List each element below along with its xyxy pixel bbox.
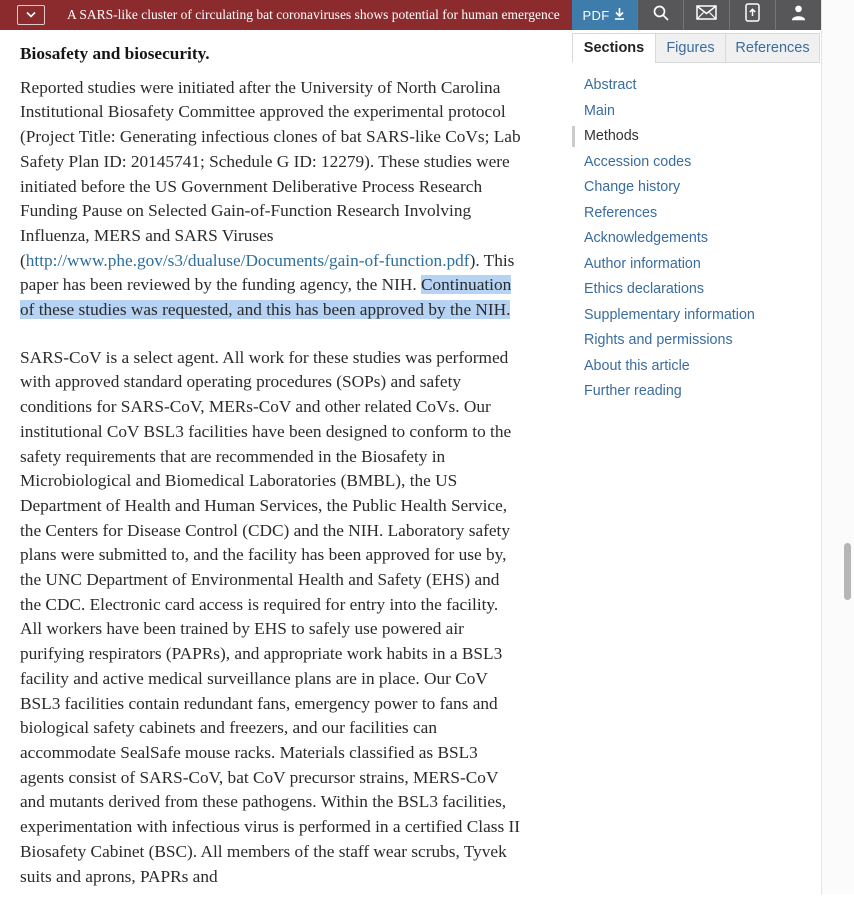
vertical-scrollbar-thumb[interactable] bbox=[844, 543, 851, 600]
export-icon bbox=[745, 3, 760, 27]
reading-bar bbox=[0, 0, 821, 30]
sidebar-item-references[interactable]: References bbox=[584, 204, 658, 221]
tab-sections[interactable]: Sections bbox=[572, 33, 656, 63]
paragraph-text: ). This paper has been reviewed by the funding agency, the NIH. bbox=[20, 250, 515, 295]
pdf-download-button[interactable] bbox=[572, 0, 637, 30]
sidebar-item-further-reading[interactable]: Further reading bbox=[584, 383, 682, 399]
export-citation-button[interactable] bbox=[729, 0, 775, 30]
article-title: A SARS-like cluster of circulating bat coronaviruses shows potential for human emergence bbox=[67, 7, 560, 22]
sidebar-item-author-information[interactable]: Author information bbox=[584, 255, 701, 272]
page-gutter bbox=[821, 0, 854, 894]
tab-references[interactable]: References bbox=[725, 33, 820, 63]
sections-list bbox=[572, 73, 821, 405]
chevron-down-icon bbox=[25, 6, 37, 24]
sidebar-item-acknowledgements[interactable]: Acknowledgements bbox=[584, 230, 708, 246]
sidebar-item-supplementary-information[interactable]: Supplementary information bbox=[584, 306, 755, 323]
sidebar-item-rights-and-permissions[interactable]: Rights and permissions bbox=[584, 332, 733, 348]
toolbar-icon-strip bbox=[637, 0, 821, 30]
sidebar-tabs bbox=[572, 33, 821, 63]
paragraph-biosafety-2: SARS-CoV is a select agent. All work for these studies was performed with approved standard operating procedures (SOPs) and safety conditions for SARS-CoV, MERs-CoV and other related CoVs. Our institutional CoV BSL3 facilities have been designed to conform to the safety requirements that are recommended in the Biosafety in Microbiological and Biomedical Laboratories (BMBL), the US Department of Health and Human Services, the Public Health Service, the Centers for Disease Control (CDC) and the NIH. Laboratory safety plans were submitted to, and the facility has been approved for use by, the UNC Department of Environmental Health and Safety (EHS) and the CDC. Electronic card access is required for entry into the facility. All workers have been trained by EHS to safely use powered air purifying respirators (PAPRs), and appropriate work habits in a BSL3 facility and active medical surveillance plans are in place. Our CoV BSL3 facilities contain redundant fans, emergency power to fans and biological safety cabinets and freezers, and our facilities can accommodate SealSafe mouse racks. Materials classified as BSL3 agents consist of SARS-CoV, bat CoV precursor strains, MERS-CoV and mutants derived from these pathogens. Within the BSL3 facilities, experimentation with infectious virus is performed in a certified Class II Biosafety Cabinet (BSC). All members of the staff wear scrubs, Tyvek suits and aprons, PAPRs and bbox=[20, 347, 521, 886]
email-share-button[interactable] bbox=[683, 0, 729, 30]
sidebar-item-methods[interactable]: Methods bbox=[572, 124, 821, 150]
pdf-button-label: PDF bbox=[582, 7, 610, 23]
collapse-bar-button[interactable] bbox=[17, 5, 45, 25]
selected-text: Continuation of these studies was requested, and this has been approved by the NIH. bbox=[20, 275, 512, 320]
sidebar-item-main[interactable]: Main bbox=[584, 102, 615, 119]
search-button[interactable] bbox=[637, 0, 683, 30]
account-icon bbox=[790, 4, 807, 26]
account-button[interactable] bbox=[775, 0, 821, 30]
sidebar-item-accession-codes[interactable]: Accession codes bbox=[584, 153, 692, 170]
email-icon bbox=[696, 5, 717, 25]
paragraph-biosafety-1 bbox=[20, 76, 521, 323]
article-body bbox=[20, 42, 521, 912]
search-icon bbox=[652, 4, 670, 27]
sidebar-item-change-history[interactable]: Change history bbox=[584, 179, 681, 195]
section-heading: Biosafety and biosecurity. bbox=[20, 44, 210, 63]
download-icon bbox=[613, 7, 626, 24]
tab-figures[interactable]: Figures bbox=[655, 33, 726, 63]
gain-of-function-link[interactable]: http://www.phe.gov/s3/dualuse/Documents/gain-of-function.pdf bbox=[25, 250, 470, 270]
sidebar-item-about-this-article[interactable]: About this article bbox=[584, 357, 690, 374]
sidebar-item-ethics-declarations[interactable]: Ethics declarations bbox=[584, 281, 704, 297]
paragraph-text: Reported studies were initiated after the University of North Carolina Institutional Biosafety Committee approved the experimental protocol (Project Title: Generating infectious clones of bat SARS-like CoVs; Lab Safety Plan ID: 20145741; Schedule G ID: 12279). These studies were initiated before the US Government Deliberative Process Research Funding Pause on Selected Gain-of-Function Research Involving Influenza, MERS and SARS Viruses ( bbox=[20, 77, 521, 270]
sidebar-panel bbox=[572, 33, 821, 405]
sidebar-item-abstract[interactable]: Abstract bbox=[584, 77, 637, 93]
